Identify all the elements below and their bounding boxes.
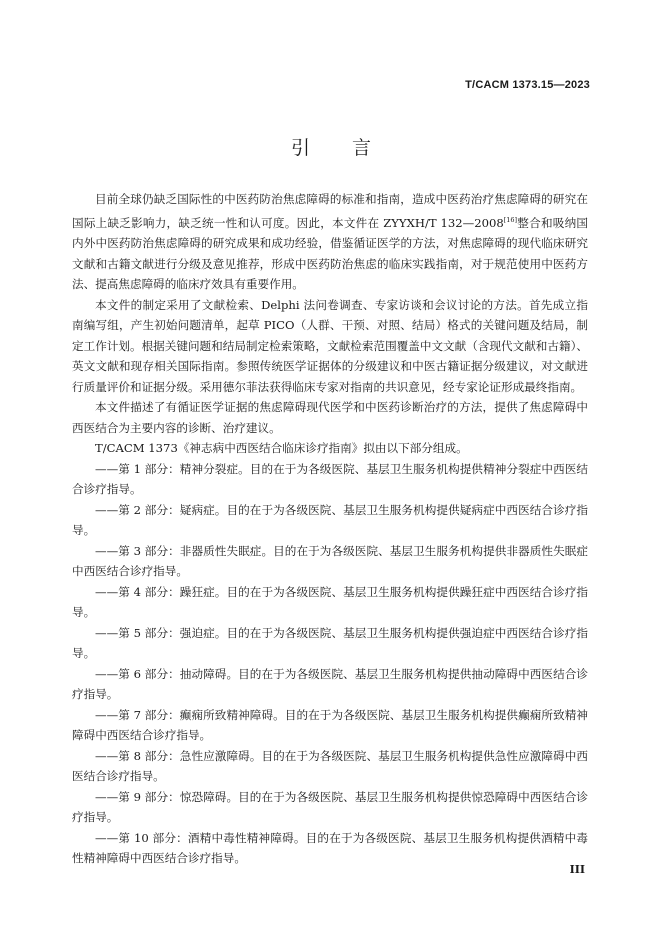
intro-paragraph-3: 本文件描述了有循证医学证据的焦虑障碍现代医学和中医药诊断治疗的方法，提供了焦虑障碍中西医结合为主要内容的诊断、治疗建议。 — [72, 400, 588, 435]
part-item-5: ——第 5 部分：强迫症。目的在于为各级医院、基层卫生服务机构提供强迫症中西医结合诊疗指导。 — [72, 625, 588, 660]
intro-paragraph-4: T/CACM 1373《神志病中西医结合临床诊疗指南》拟由以下部分组成。 — [95, 441, 468, 455]
page-number: III — [569, 863, 585, 876]
document-body — [72, 189, 588, 869]
part-item-6: ——第 6 部分：抽动障碍。目的在于为各级医院、基层卫生服务机构提供抽动障碍中西医结合诊疗指导。 — [72, 666, 588, 701]
intro-paragraph-1-text-b: 整合和吸纳国内外中医药防治焦虑障碍的研究成果和成功经验，借鉴循证医学的方法，对焦虑障碍的现代临床研究文献和古籍文献进行分级及意见推荐，形成中医药防治焦虑的临床实践指南，对于规范使用中医药方法、提高焦虑障碍的临床疗效具有重要作用。 — [72, 215, 588, 291]
intro-paragraph-1-text-a: 目前全球仍缺乏国际性的中医药防治焦虑障碍的标准和指南，造成中医药治疗焦虑障碍的研究在国际上缺乏影响力，缺乏统一性和认可度。因此，本文件在 ZYYXH/T 132—2008 — [72, 192, 588, 230]
part-item-4: ——第 4 部分：躁狂症。目的在于为各级医院、基层卫生服务机构提供躁狂症中西医结合诊疗指导。 — [72, 584, 588, 619]
page-title: 引 言 — [290, 137, 390, 159]
intro-paragraph-2: 本文件的制定采用了文献检索、Delphi 法问卷调查、专家访谈和会议讨论的方法。首先成立指南编写组，产生初始问题清单，起草 PICO（人群、干预、对照、结局）格式的关键问题及结局，制定工作计划。根据关键问题和结局制定检索策略，文献检索范围覆盖中文文献（含现代文献和古籍）、英文文献和现存相关国际指南。参照传统医学证据体的分级建议和中医古籍证据分级建议，对文献进行质量评价和证据分级。采用德尔菲法获得临床专家对指南的共识意见，经专家论证形成最终指南。 — [72, 297, 588, 394]
part-item-1: ——第 1 部分：精神分裂症。目的在于为各级医院、基层卫生服务机构提供精神分裂症中西医结合诊疗指导。 — [72, 461, 588, 496]
citation-reference: [16] — [503, 215, 518, 224]
part-item-7: ——第 7 部分：癫痫所致精神障碍。目的在于为各级医院、基层卫生服务机构提供癫痫所致精神障碍中西医结合诊疗指导。 — [72, 707, 588, 742]
part-item-9: ——第 9 部分：惊恐障碍。目的在于为各级医院、基层卫生服务机构提供惊恐障碍中西医结合诊疗指导。 — [72, 789, 588, 824]
part-item-3: ——第 3 部分：非器质性失眠症。目的在于为各级医院、基层卫生服务机构提供非器质性失眠症中西医结合诊疗指导。 — [72, 543, 588, 578]
intro-paragraph-1 — [72, 189, 588, 295]
part-item-10: ——第 10 部分：酒精中毒性精神障碍。目的在于为各级医院、基层卫生服务机构提供酒精中毒性精神障碍中西医结合诊疗指导。 — [72, 830, 588, 865]
part-item-8: ——第 8 部分：急性应激障碍。目的在于为各级医院、基层卫生服务机构提供急性应激障碍中西医结合诊疗指导。 — [72, 748, 588, 783]
standard-code: T/CACM 1373.15—2023 — [465, 79, 590, 91]
part-item-2: ——第 2 部分：疑病症。目的在于为各级医院、基层卫生服务机构提供疑病症中西医结合诊疗指导。 — [72, 502, 588, 537]
